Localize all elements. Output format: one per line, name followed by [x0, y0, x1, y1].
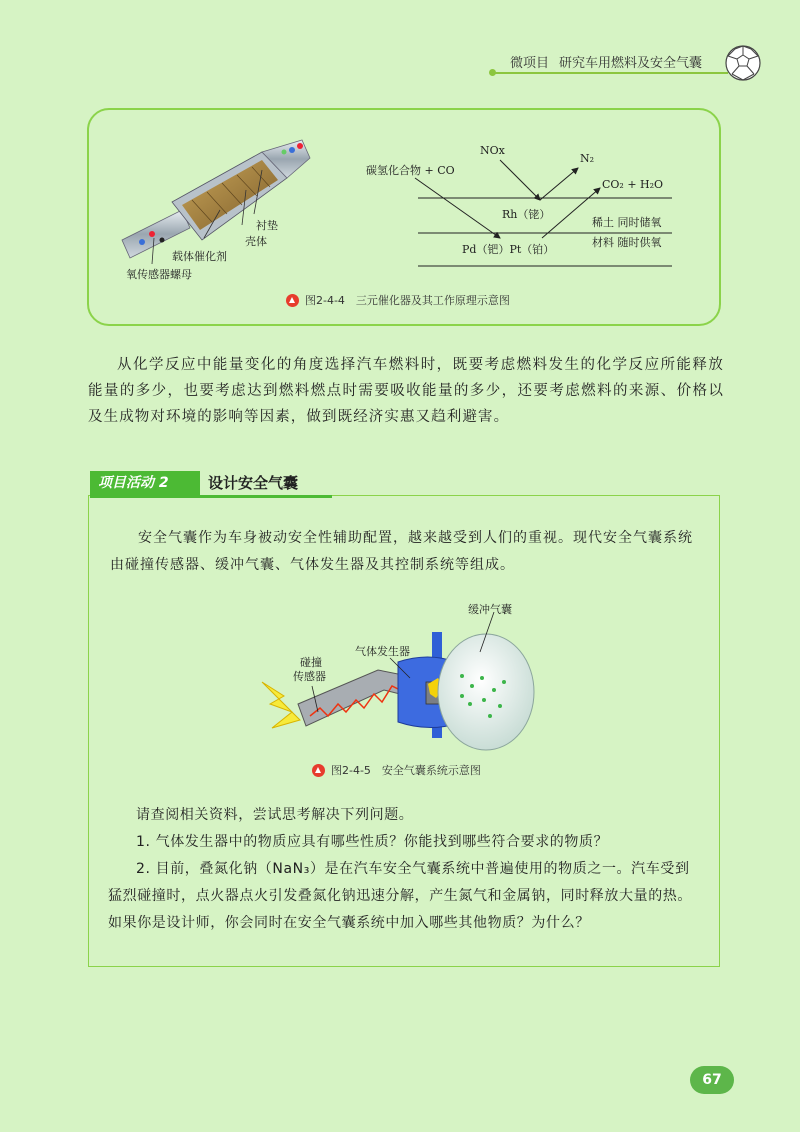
body-paragraph: 从化学反应中能量变化的角度选择汽车燃料时，既要考虑燃料发生的化学反应所能释放能量的多少，也要考虑达到燃料燃点时需要吸收能量的多少，还要考虑燃料的来源、价格以及生成物对环境的影响等因素，做到既经济实惠又趋利避害。	[88, 357, 724, 425]
caption-marker-icon	[312, 764, 325, 777]
figure2-caption-text: 图2-4-5 安全气囊系统示意图	[331, 764, 481, 777]
header-title: 研究车用燃料及安全气囊	[559, 56, 703, 71]
label-gas-generator: 气体发生器	[355, 645, 410, 658]
running-header	[510, 52, 702, 71]
label-buffer-airbag: 缓冲气囊	[468, 603, 512, 616]
header-rule	[493, 72, 728, 74]
rare-earth-text: 稀土 同时储氧	[592, 216, 662, 229]
reactants-text: 碳氢化合物 + CO	[366, 164, 455, 177]
figure2-caption	[312, 762, 481, 778]
question-2-line1: 2. 目前，叠氮化钠（NaN₃）是在汽车安全气囊系统中普遍使用的物质之一。汽车受到	[136, 861, 690, 877]
label-gasket: 衬垫	[256, 219, 278, 232]
pd-pt-text: Pd（钯）Pt（铂）	[462, 243, 555, 256]
figure1-caption	[286, 292, 510, 308]
figure1-caption-text: 图2-4-4 三元催化器及其工作原理示意图	[305, 294, 510, 307]
label-shell: 壳体	[245, 235, 267, 248]
material-text: 材料 随时供氧	[592, 236, 662, 249]
activity-title-underline	[90, 495, 332, 498]
page-number: 67	[690, 1066, 734, 1094]
activity-intro: 安全气囊作为车身被动安全性辅助配置，越来越受到人们的重视。现代安全气囊系统由碰撞传感器、缓冲气囊、气体发生器及其控制系统等组成。	[110, 530, 693, 573]
nox-text: NOx	[480, 144, 505, 157]
n2-text: N₂	[580, 152, 595, 165]
caption-marker-icon	[286, 294, 299, 307]
co2-h2o-text: CO₂ + H₂O	[602, 178, 664, 191]
question-2-line2: 猛烈碰撞时，点火器点火引发叠氮化钠迅速分解，产生氮气和金属钠，同时释放大量的热。	[108, 888, 692, 904]
reaction-diagram	[360, 138, 690, 273]
questions-prompt: 请查阅相关资料，尝试思考解决下列问题。	[136, 807, 414, 823]
activity-tag: 项目活动 2	[90, 471, 200, 495]
question-2-line3: 如果你是设计师，你会同时在安全气囊系统中加入哪些其他物质？为什么？	[108, 915, 590, 931]
airbag-system-illustration	[258, 612, 548, 762]
header-section: 微项目	[510, 56, 550, 71]
rh-text: Rh（铑）	[502, 208, 551, 221]
label-catalyst-carrier: 载体催化剂	[172, 250, 227, 263]
label-crash-sensor-line2: 传感器	[293, 670, 326, 683]
label-oxygen-sensor-nut: 氧传感器螺母	[126, 268, 192, 281]
label-crash-sensor-line1: 碰撞	[300, 656, 322, 669]
question-1: 1. 气体发生器中的物质应具有哪些性质？你能找到哪些符合要求的物质？	[136, 834, 609, 850]
fullerene-icon	[724, 44, 762, 82]
activity-title: 设计安全气囊	[208, 474, 299, 492]
